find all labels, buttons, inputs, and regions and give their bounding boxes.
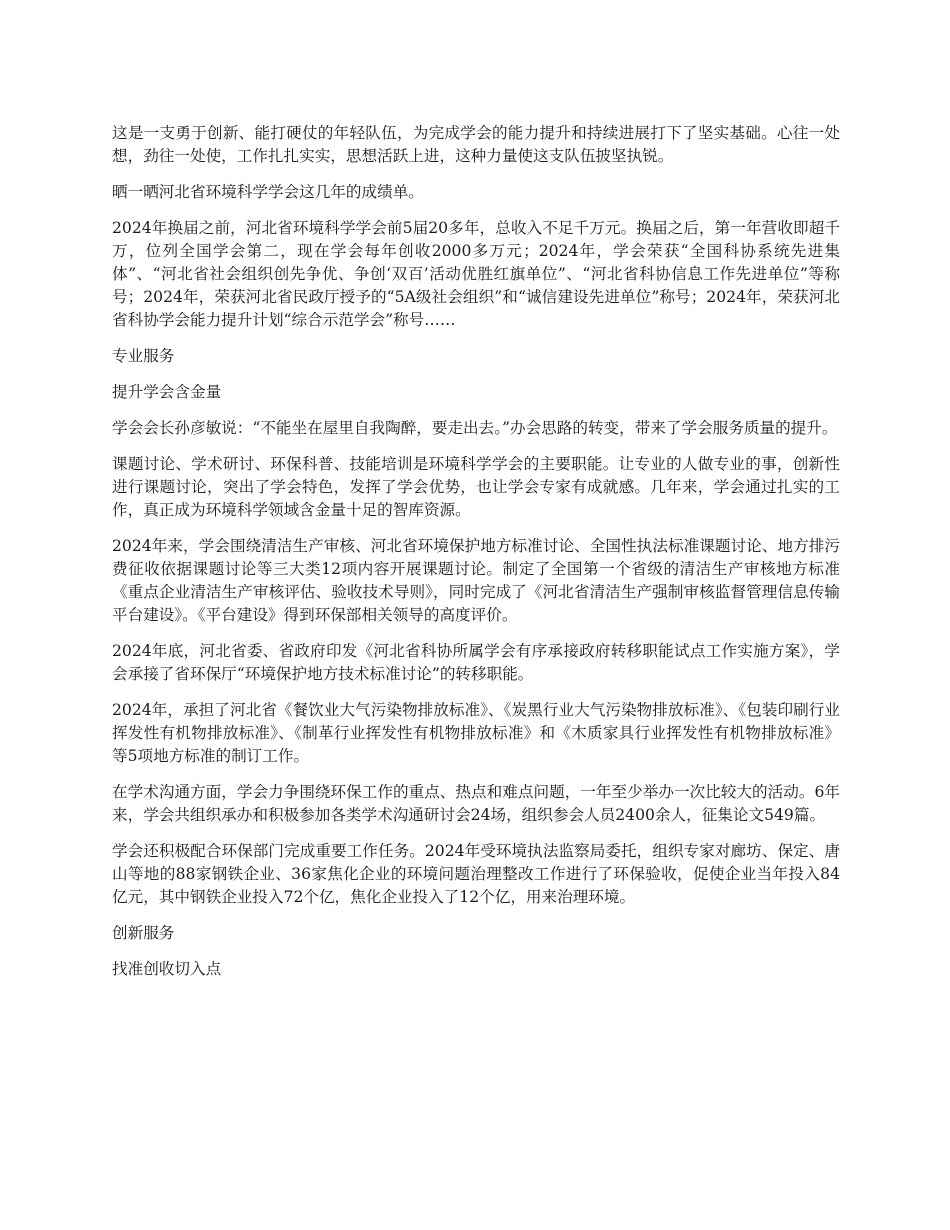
paragraph-academic-exchange: 在学术沟通方面，学会力争围绕环保工作的重点、热点和难点问题，一年至少举办一次比较大的活动。6年来，学会共组织承办和积极参加各类学术沟通研讨会24场，组织参会人员2400余人，征集论文549篇。 [112, 783, 841, 824]
paragraph-team: 这是一支勇于创新、能打硬仗的年轻队伍，为完成学会的能力提升和持续进展打下了坚实基础。心往一处想，劲往一处使，工作扎扎实实，思想活跃上进，这种力量使这支队伍披坚执锐。 [112, 124, 840, 165]
paragraph-scorecard-intro: 晒一晒河北省环境科学学会这几年的成绩单。 [112, 183, 424, 201]
paragraph-achievements: 2024年换届之前，河北省环境科学学会前5届20多年，总收入不足千万元。换届之后，第一年营收即超千万，位列全国学会第二，现在学会每年创收2000多万元；2024年，学会荣获“全国科协系统先进集体”、“河北省社会组织创先争优、争创‘双百’活动优胜红旗单位”、“河北省科协信息工作先进单位”等称号；2024年，荣获河北省民政厅授予的“5A级社会组织”和“诚信建设先进单位”称号；2024年，荣获河北省科协学会能力提升计划“综合示范学会”称号…… [112, 219, 840, 329]
paragraph-environmental-acceptance: 学会还积极配合环保部门完成重要工作任务。2024年受环境执法监察局委托，组织专家对廊坊、保定、唐山等地的88家钢铁企业、36家焦化企业的环境问题治理整改工作进行了环保验收，促使企业当年投入84亿元，其中钢铁企业投入72个亿，焦化企业投入了12个亿，用来治理环境。 [112, 842, 840, 906]
paragraph-local-standards: 2024年，承担了河北省《餐饮业大气污染物排放标准》、《炭黑行业大气污染物排放标准》、《包装印刷行业挥发性有机物排放标准》、《制革行业挥发性有机物排放标准》和《木质家具行业挥发性有机物排放标准》等5项地方标准的制订工作。 [112, 701, 840, 765]
paragraph-research-topics: 2024年来，学会围绕清洁生产审核、河北省环境保护地方标准讨论、全国性执法标准课题讨论、地方排污费征收依据课题讨论等三大类12项内容开展课题讨论。制定了全国第一个省级的清洁生产审核地方标准《重点企业清洁生产审核评估、验收技术导则》，同时完成了《河北省清洁生产强制审核监督管理信息传输平台建设》。《平台建设》得到环保部相关领导的高度评价。 [112, 537, 840, 624]
paragraph-government-transfer: 2024年底，河北省委、省政府印发《河北省科协所属学会有序承接政府转移职能试点工作实施方案》，学会承接了省环保厅“环境保护地方技术标准讨论”的转移职能。 [112, 642, 840, 683]
section-heading-innovation-service: 创新服务 [112, 924, 175, 942]
document-body [112, 122, 840, 994]
subheading-improve-value: 提升学会含金量 [112, 383, 222, 401]
subheading-revenue-entry-point: 找准创收切入点 [112, 960, 222, 978]
paragraph-president-quote: 学会会长孙彦敏说：“不能坐在屋里自我陶醉，要走出去。”办会思路的转变，带来了学会服务质量的提升。 [112, 419, 838, 437]
section-heading-professional-service: 专业服务 [112, 347, 175, 365]
paragraph-main-functions: 课题讨论、学术研讨、环保科普、技能培训是环境科学学会的主要职能。让专业的人做专业的事，创新性进行课题讨论，突出了学会特色，发挥了学会优势，也让学会专家有成就感。几年来，学会通过扎实的工作，真正成为环境科学领域含金量十足的智库资源。 [112, 455, 840, 519]
